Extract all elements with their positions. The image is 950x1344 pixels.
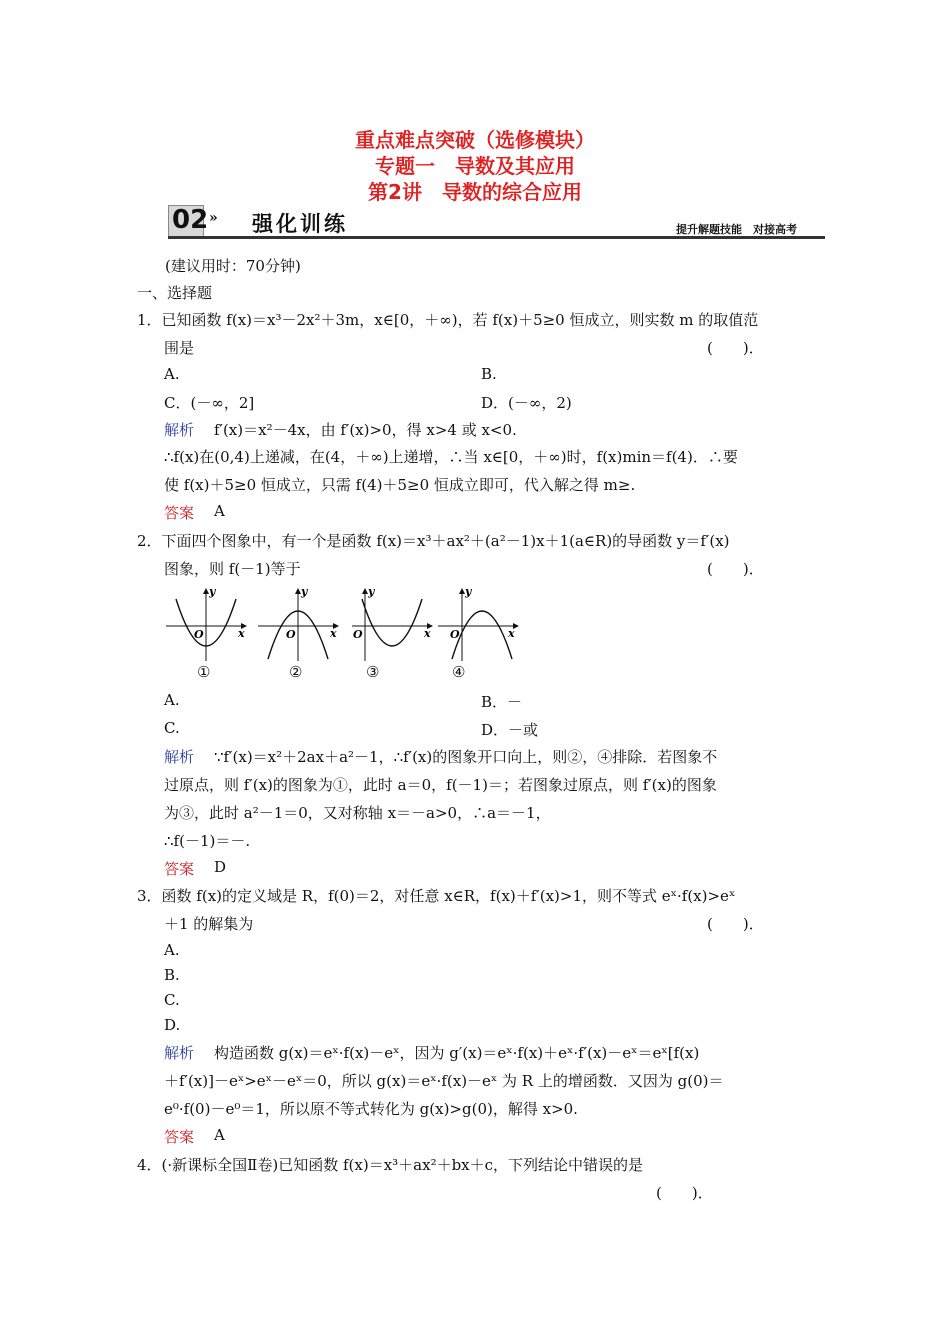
graph-3-origin: O [353,628,363,641]
q4-stem-line1: 4．(·新课标全国Ⅱ卷)已知函数 f(x)＝x³＋ax²＋bx＋c，下列结论中错误的是 [137,1156,644,1174]
q3-analysis-line1: 构造函数 g(x)＝eˣ·f(x)－eˣ，因为 g′(x)＝eˣ·f(x)＋eˣ·f′(x)－eˣ＝eˣ[f(x) [214,1044,700,1062]
q1-answer-label: 答案 [164,504,195,522]
q3-analysis-line2: ＋f′(x)]－eˣ>eˣ－eˣ＝0，所以 g(x)＝eˣ·f(x)－eˣ 为 R 上的增函数．又因为 g(0)＝ [164,1072,724,1090]
q1-answer: A [214,502,225,520]
q2-answer-label: 答案 [164,860,195,878]
graph-3 [352,585,432,661]
graph-3-caption: ③ [366,663,380,681]
q3-stem-line1: 3．函数 f(x)的定义域是 R，f(0)＝2，对任意 x∈R，f(x)＋f′(x)>1，则不等式 eˣ·f(x)>eˣ [137,887,736,905]
graph-2-origin: O [286,628,296,641]
q3-option-c: C. [164,991,180,1009]
q1-option-c: C．(－∞，2] [164,394,255,412]
graph-4-caption: ④ [452,663,466,681]
q2-analysis-line4: ∴f(－1)＝－. [164,832,251,850]
banner-slogan: 提升解题技能 对接高考 [676,223,797,236]
q4-answer-paren: ( )． [656,1184,713,1202]
q2-analysis-label: 解析 [164,748,195,766]
graph-2-x-label: x [330,627,337,640]
q3-option-d: D. [164,1016,181,1034]
q1-stem-line2: 围是 [164,339,195,357]
graph-1-x-label: x [238,627,245,640]
suggested-time: (建议用时：70分钟) [165,257,301,275]
q2-answer: D [214,858,227,876]
q3-stem-line2: ＋1 的解集为 [164,915,254,933]
q2-answer-paren: ( )． [707,560,764,578]
q2-analysis-line2: 过原点，则 f′(x)的图象为①，此时 a＝0，f(－1)＝；若图象过原点，则 f′(x)的图象 [164,776,717,794]
q3-answer: A [214,1126,225,1144]
graph-1-y-label: y [209,585,216,598]
doc-title-line1: 重点难点突破（选修模块） [355,128,595,152]
q2-option-d: D．－或 [481,721,539,739]
banner-number: 02 [172,205,209,235]
graph-3-y-label: y [368,585,375,598]
q3-analysis-line3: e⁰·f(0)－e⁰＝1，所以原不等式转化为 g(x)>g(0)，解得 x>0. [164,1100,578,1118]
graph-2 [258,585,338,661]
q1-option-d: D．(－∞，2) [481,394,572,412]
graph-4-y-label: y [465,585,472,598]
q1-option-a: A. [164,365,180,383]
q2-option-b: B．－ [481,693,523,711]
q1-analysis-label: 解析 [164,421,195,439]
section-heading: 一、选择题 [137,284,213,302]
q2-option-a: A. [164,691,180,709]
q3-option-a: A. [164,941,180,959]
q2-analysis-line3: 为③，此时 a²－1＝0，又对称轴 x＝－a>0，∴a＝－1， [164,804,551,822]
banner-arrow-icon: » [209,210,218,226]
q1-analysis-line3: 使 f(x)＋5≥0 恒成立，只需 f(4)＋5≥0 恒成立即可，代入解之得 m≥. [164,476,636,494]
graph-2-caption: ② [289,663,303,681]
graph-1 [166,585,246,661]
q2-option-c: C. [164,719,180,737]
graph-4 [438,585,518,661]
graph-3-x-label: x [424,627,431,640]
q1-analysis-line1: f′(x)＝x²－4x，由 f′(x)>0，得 x>4 或 x<0. [214,421,517,439]
graph-4-x-label: x [508,627,515,640]
graph-2-y-label: y [301,585,308,598]
q2-stem-line1: 2．下面四个图象中，有一个是函数 f(x)＝x³＋ax²＋(a²－1)x＋1(a∈R)的导函数 y＝f′(x) [137,532,730,550]
banner-divider [168,236,825,239]
graph-1-caption: ① [197,663,211,681]
q2-graphs [164,583,519,663]
q1-stem-line1: 1．已知函数 f(x)＝x³－2x²＋3m，x∈[0，＋∞)，若 f(x)＋5≥0 恒成立，则实数 m 的取值范 [137,311,759,329]
graph-4-origin: O [450,628,460,641]
q1-analysis-line2: ∴f(x)在(0,4)上递减，在(4，＋∞)上递增，∴当 x∈[0，＋∞)时，f(x)min＝f(4)．∴要 [164,448,738,466]
q3-answer-label: 答案 [164,1128,195,1146]
doc-title-line3: 第2讲 导数的综合应用 [368,180,582,204]
q1-option-b: B. [481,365,497,383]
q1-answer-paren: ( )． [707,339,764,357]
doc-title-line2: 专题一 导数及其应用 [375,154,575,178]
q3-answer-paren: ( )． [707,915,764,933]
q2-stem-line2: 图象，则 f(－1)等于 [164,560,301,578]
q3-analysis-label: 解析 [164,1044,195,1062]
q2-analysis-line1: ∵f′(x)＝x²＋2ax＋a²－1，∴f′(x)的图象开口向上，则②，④排除．若图象不 [214,748,718,766]
q3-option-b: B. [164,966,180,984]
banner-title: 强化训练 [252,212,348,236]
graph-1-origin: O [194,628,204,641]
